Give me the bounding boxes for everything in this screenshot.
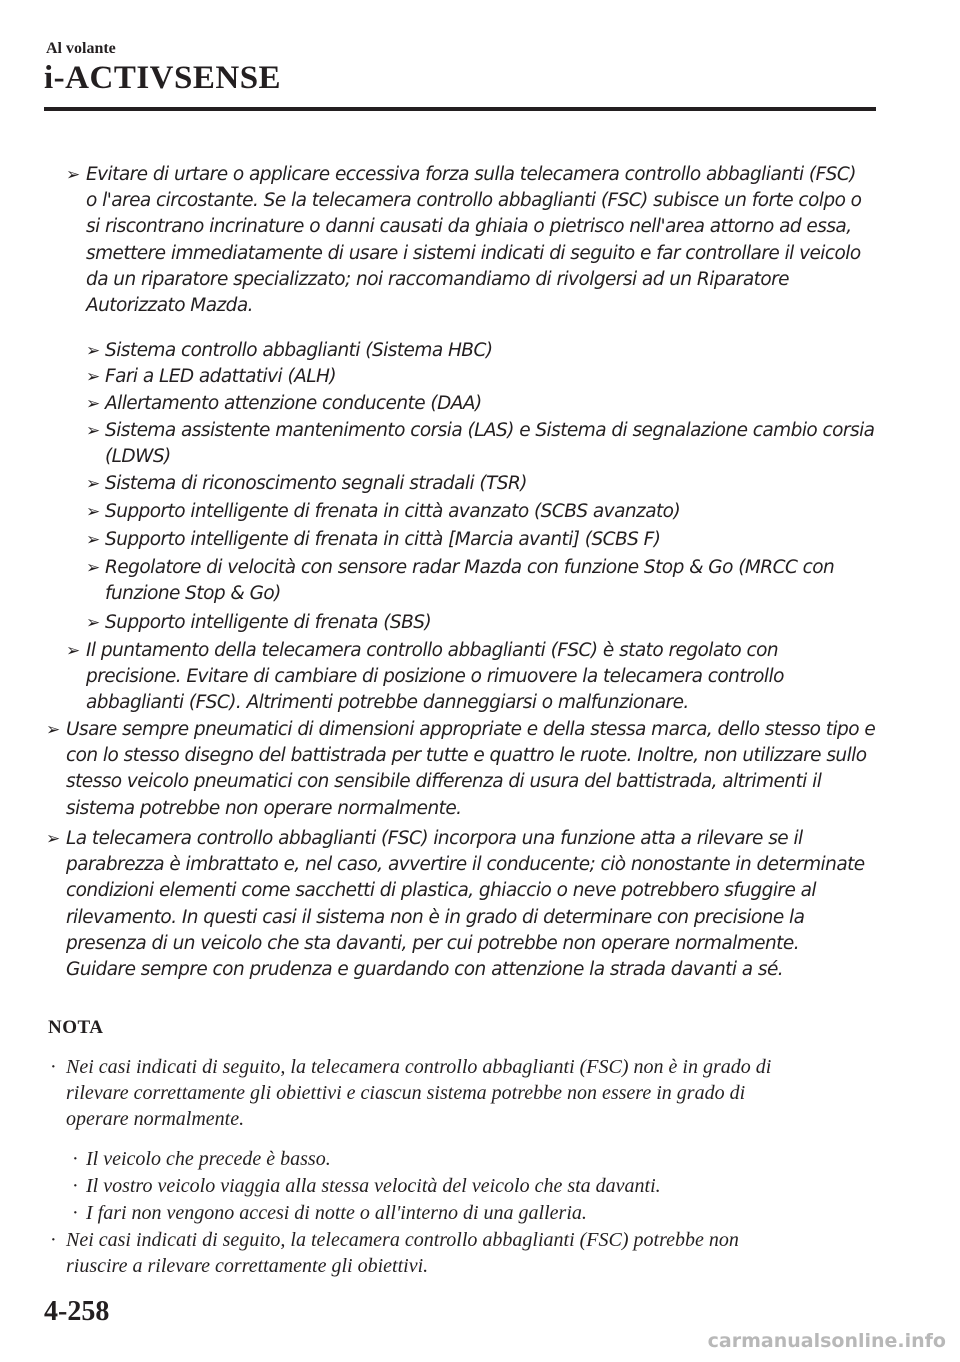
arrow-bullet-icon: ➢ [46, 720, 60, 740]
text-line: operare normalmente. [66, 1108, 245, 1131]
arrow-bullet-icon: ➢ [86, 613, 100, 633]
text-line: con lo stesso disegno del battistrada per tutte e quattro le ruote. Inoltre, non utilizzare sullo [66, 745, 867, 767]
text-line: rilevare correttamente gli obiettivi e ciascun sistema potrebbe non essere in grado di [66, 1082, 746, 1105]
text-line: sistema potrebbe non operare normalmente. [66, 797, 462, 819]
text-line: rilevamento. In questi casi il sistema non è in grado di determinare con precisione la [66, 906, 805, 928]
text-line: Il veicolo che precede è basso. [86, 1148, 331, 1170]
header-rule [44, 107, 876, 111]
arrow-bullet-icon: ➢ [86, 474, 100, 494]
text-line: funzione Stop & Go) [105, 583, 281, 605]
text-line: Fari a LED adattativi (ALH) [105, 366, 337, 387]
section-label: Al volante [46, 40, 116, 57]
text-line: stesso veicolo pneumatici con sensibile differenza di usura del battistrada, altrimenti il [66, 771, 822, 793]
page-title: i-ACTIVSENSE [44, 60, 282, 96]
text-line: Supporto intelligente di frenata in città [Marcia avanti] (SCBS F) [105, 529, 661, 550]
arrow-bullet-icon: ➢ [86, 502, 100, 522]
text-line: da un riparatore specializzato; noi raccomandiamo di rivolgersi ad un Riparatore [86, 268, 790, 290]
text-line: Sistema controllo abbaglianti (Sistema HBC) [105, 340, 493, 361]
text-line: Sistema di riconoscimento segnali stradali (TSR) [105, 473, 527, 494]
arrow-bullet-icon: ➢ [86, 530, 100, 550]
text-line: Evitare di urtare o applicare eccessiva forza sulla telecamera controllo abbaglianti (FSC) [86, 164, 856, 185]
dot-bullet-icon: · [50, 1229, 57, 1251]
text-line: presenza di un veicolo che sta davanti, per cui potrebbe non operare normalmente. [66, 932, 800, 954]
text-line: o l'area circostante. Se la telecamera controllo abbaglianti (FSC) subisce un forte colpo o [86, 190, 862, 212]
text-line: I fari non vengono accesi di notte o all'interno di una galleria. [86, 1202, 587, 1224]
text-line: condizioni elementi come sacchetti di plastica, ghiaccio o neve potrebbero sfuggire al [66, 880, 816, 902]
arrow-bullet-icon: ➢ [86, 341, 100, 361]
arrow-bullet-icon: ➢ [86, 367, 100, 387]
arrow-bullet-icon: ➢ [86, 421, 100, 441]
watermark: carmanualsonline.info [707, 1330, 946, 1352]
text-line: Sistema assistente mantenimento corsia (LAS) e Sistema di segnalazione cambio corsia [105, 420, 875, 441]
text-line: si riscontrano incrinature o danni causati da ghiaia o pietrisco nell'area attorno ad essa, [86, 216, 852, 238]
dot-bullet-icon: · [72, 1202, 79, 1224]
text-line: La telecamera controllo abbaglianti (FSC) incorpora una funzione atta a rilevare se il [66, 828, 803, 849]
dot-bullet-icon: · [50, 1056, 57, 1078]
arrow-bullet-icon: ➢ [66, 165, 80, 185]
arrow-bullet-icon: ➢ [86, 394, 100, 414]
page-number: 4-258 [44, 1296, 110, 1327]
arrow-bullet-icon: ➢ [66, 641, 80, 661]
text-line: precisione. Evitare di cambiare di posizione o rimuovere la telecamera controllo [86, 666, 784, 688]
text-line: abbaglianti (FSC). Altrimenti potrebbe danneggiarsi o malfunzionare. [86, 692, 689, 714]
nota-title: NOTA [48, 1017, 104, 1038]
text-line: smettere immediatamente di usare i sistemi indicati di seguito e far controllare il veicolo [86, 242, 861, 264]
text-line: Nei casi indicati di seguito, la telecamera controllo abbaglianti (FSC) non è in grado di [66, 1056, 772, 1078]
text-line: Allertamento attenzione conducente (DAA) [105, 393, 482, 414]
text-line: Supporto intelligente di frenata (SBS) [105, 612, 432, 633]
text-line: (LDWS) [105, 446, 171, 468]
text-line: Regolatore di velocità con sensore radar Mazda con funzione Stop & Go (MRCC con [105, 557, 835, 578]
text-line: Guidare sempre con prudenza e guardando con attenzione la strada davanti a sé. [66, 959, 784, 980]
text-line: riuscire a rilevare correttamente gli obiettivi. [66, 1255, 429, 1278]
text-line: Il vostro veicolo viaggia alla stessa velocità del veicolo che sta davanti. [86, 1175, 661, 1197]
text-line: Usare sempre pneumatici di dimensioni appropriate e della stessa marca, dello stesso tipo e [66, 719, 876, 740]
text-line: Supporto intelligente di frenata in città avanzato (SCBS avanzato) [105, 501, 681, 522]
text-line: Nei casi indicati di seguito, la telecamera controllo abbaglianti (FSC) potrebbe non [66, 1229, 739, 1251]
arrow-bullet-icon: ➢ [46, 829, 60, 849]
text-line: parabrezza è imbrattato e, nel caso, avvertire il conducente; ciò nonostante in determinate [66, 854, 865, 876]
text-line: Autorizzato Mazda. [86, 295, 253, 316]
text-line: Il puntamento della telecamera controllo abbaglianti (FSC) è stato regolato con [86, 640, 779, 661]
dot-bullet-icon: · [72, 1175, 79, 1197]
arrow-bullet-icon: ➢ [86, 558, 100, 578]
dot-bullet-icon: · [72, 1148, 79, 1170]
